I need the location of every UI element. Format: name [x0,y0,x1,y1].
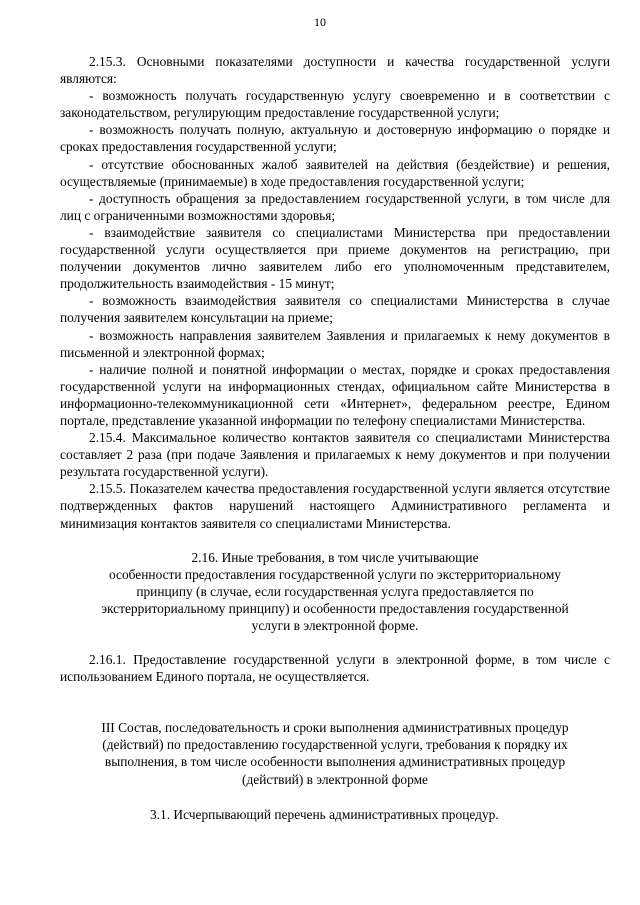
page-number: 10 [314,15,326,29]
heading-line: принципу (в случае, если государственная услуга предоставляется по [136,583,534,599]
section-heading-III [60,719,610,787]
paragraph-2-15-5: 2.15.5. Показателем качества предоставления государственной услуги является отсутствие подтвержденных фактов нарушений настоящего Административного регламента и минимизация контактов заявителя со специалистами Министерства. [60,481,610,531]
heading-line: услуги в электронной форме. [251,618,419,633]
list-item: - возможность направления заявителем Заявления и прилагаемых к нему документов в письменной и электронной формах; [60,327,610,360]
heading-line: (действий) в электронной форме [242,771,428,787]
document-body [60,53,610,823]
heading-line: особенности предоставления государственной услуги по экстерриториальному [109,566,561,582]
heading-line: 2.16. Иные требования, в том числе учитывающие [191,549,479,565]
list-item: - наличие полной и понятной информации о местах, порядке и сроках предоставления государственной услуги на информационных стендах, официальном сайте Министерства в информационно-телекоммуникационной сети «Интернет», федеральном реестре, Едином портале, представление указанной информации по телефону специалистами Министерства. [60,361,610,428]
section-heading-2-16 [60,549,610,634]
heading-line: выполнения, в том числе особенности выполнения административных процедур [104,754,566,770]
paragraph-3-1: 3.1. Исчерпывающий перечень административных процедур. [150,806,499,822]
list-item: - возможность взаимодействия заявителя со специалистами Министерства в случае получения заявителем консультации на приеме; [60,293,610,326]
list-item: - доступность обращения за предоставлением государственной услуги, в том числе для лиц с ограниченными возможностями здоровья; [60,190,610,223]
paragraph-2-15-4: 2.15.4. Максимальное количество контактов заявителя со специалистами Министерства составляет 2 раза (при подаче Заявления и прилагаемых к нему документов и при получении результата государственной услуги). [60,430,610,480]
heading-line: (действий) по предоставлению государственной услуги, требования к порядку их [102,737,568,753]
paragraph-2-16-1: 2.16.1. Предоставление государственной услуги в электронной форме, в том числе с использованием Единого портала, не осуществляется. [60,652,610,685]
list-item: - отсутствие обоснованных жалоб заявителей на действия (бездействие) и решения, осуществляемые (принимаемые) в ходе предоставления государственной услуги; [60,156,610,189]
paragraph-2-15-3: 2.15.3. Основными показателями доступности и качества государственной услуги являются: [60,54,610,87]
heading-line: экстерриториальному принципу) и особенности предоставления государственной [101,600,569,616]
list-item: - возможность получать полную, актуальную и достоверную информацию о порядке и сроках предоставления государственной услуги; [60,122,610,155]
list-item: - возможность получать государственную услугу своевременно и в соответствии с законодательством, регулирующим предоставление государственной услуги; [60,88,610,121]
list-item: - взаимодействие заявителя со специалистами Министерства при предоставлении государственной услуги осуществляется при приеме документов на регистрацию, при получении документов лично заявителем либо его уполномоченным представителем, продолжительность взаимодействия - 15 минут; [60,224,610,292]
heading-line: III Состав, последовательность и сроки выполнения административных процедур [101,720,569,736]
